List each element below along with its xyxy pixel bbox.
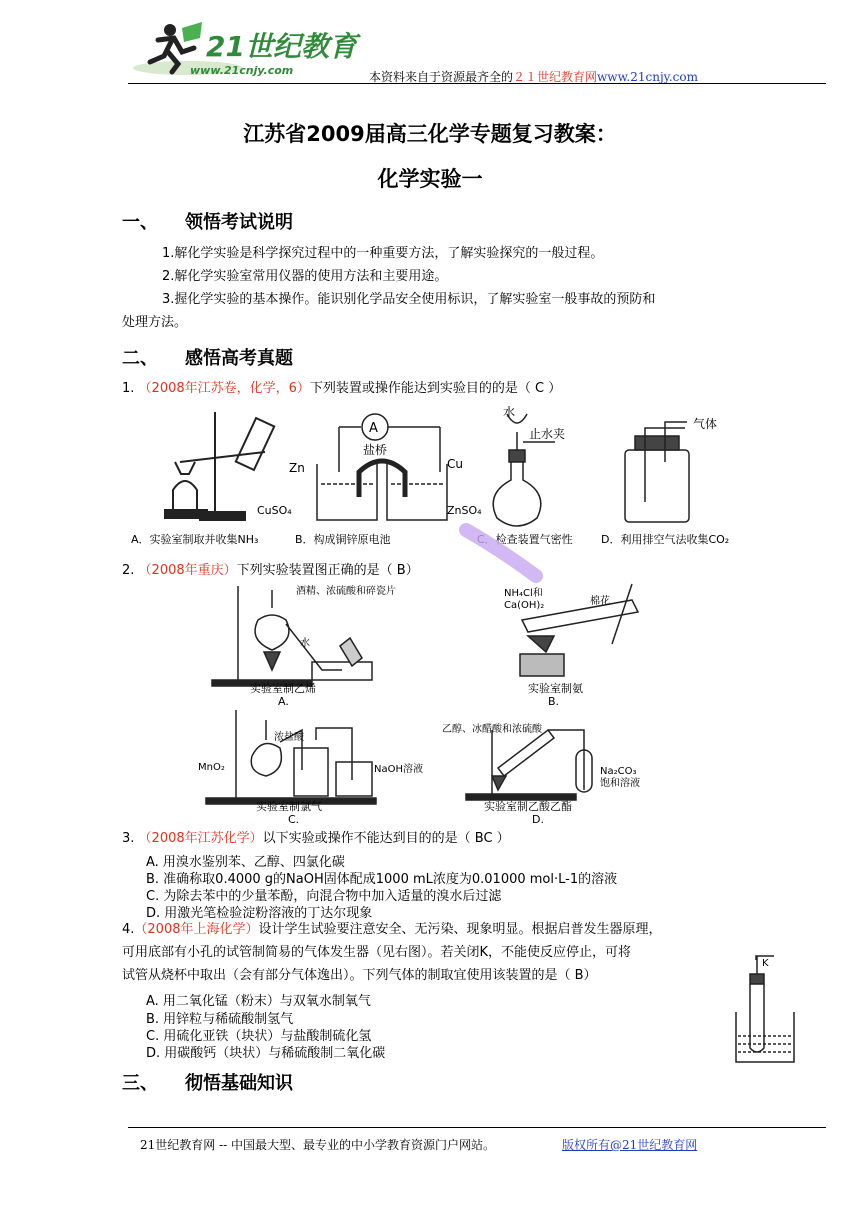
q3-option-c: C. 为除去苯中的少量苯酚，向混合物中加入适量的溴水后过滤 — [146, 889, 502, 904]
q1-clamp-label: 止水夹 — [529, 427, 566, 441]
section1-heading: 领悟考试说明 — [185, 212, 293, 233]
q2-num: 2. — [122, 563, 135, 578]
q1-cuso4-label: CuSO₄ — [257, 504, 292, 517]
q4-figure — [730, 952, 800, 1068]
section1-item-1: 1.解化学实验是科学探究过程中的一种重要方法，了解实验探究的一般过程。 — [162, 246, 604, 261]
q2-b-label1: NH₄Cl和 — [504, 588, 543, 599]
q2-d-na2co3: Na₂CO₃ — [600, 766, 637, 777]
q2-b-cotton: 棉花 — [590, 596, 610, 607]
q1-gas-label: 气体 — [693, 417, 718, 431]
q2-a-caption: 实验室制乙烯 — [250, 682, 316, 695]
section3-num: 三、 — [122, 1073, 158, 1094]
q2-c-acid: 浓盐酸 — [274, 732, 304, 743]
section1-item-2: 2.解化学实验室常用仪器的使用方法和主要用途。 — [162, 269, 448, 284]
logo-url: www.21cnjy.com — [190, 64, 294, 77]
q1-caption-b: B．构成铜锌原电池 — [295, 533, 391, 546]
q2-text: 下列实验装置图正确的是（ B） — [236, 563, 419, 578]
q3-option-d: D. 用激光笔检验淀粉溶液的丁达尔现象 — [146, 906, 373, 921]
q2-c-caption: 实验室制氯气 — [256, 800, 322, 813]
footer-rule — [128, 1127, 826, 1128]
q2-c-naoh: NaOH溶液 — [374, 764, 423, 775]
q1-num: 1. — [122, 381, 135, 396]
footer-copyright-link[interactable]: 版权所有@21世纪教育网 — [562, 1138, 698, 1152]
q4-option-d: D. 用碳酸钙（块状）与稀硫酸制二氧化碳 — [146, 1046, 386, 1061]
q4-line1 — [122, 919, 662, 941]
q3-option-a: A. 用溴水鉴别苯、乙醇、四氯化碳 — [146, 855, 345, 870]
header-note-url[interactable]: www.21cnjy.com — [597, 70, 698, 84]
q4-option-b: B. 用锌粒与稀硫酸制氢气 — [146, 1012, 294, 1027]
q4-line3: 试管从烧杯中取出（会有部分气体逸出）。下列气体的制取宜使用该装置的是（ B） — [122, 968, 597, 983]
q3-line — [122, 828, 510, 850]
site-logo[interactable] — [128, 18, 357, 80]
q1-text: 下列装置或操作能达到实验目的的是（ C ） — [309, 381, 562, 396]
q1-cu-label: Cu — [447, 457, 463, 471]
q2-d-letter: D. — [532, 813, 544, 826]
q4-source: （2008年上海化学） — [134, 922, 259, 937]
q1-ammeter-label: A — [369, 421, 378, 436]
runner-logo-icon — [128, 18, 357, 80]
logo-text: 21世纪教育 — [206, 30, 357, 63]
q1-zn-label: Zn — [289, 461, 305, 475]
q1-source: （2008年江苏卷，化学，6） — [138, 381, 310, 396]
section1-item-3: 3.握化学实验的基本操作。能识别化学品安全使用标识，了解实验室一般事故的预防和 — [162, 292, 656, 307]
q3-option-b: B. 准确称取0.4000 g的NaOH固体配成1000 mL浓度为0.01000 mol·L-1的溶液 — [146, 872, 618, 887]
q4-option-c: C. 用硫化亚铁（块状）与盐酸制硫化氢 — [146, 1029, 372, 1044]
q2-d-sat: 饱和溶液 — [600, 778, 640, 789]
header-rule — [128, 83, 826, 84]
section3-heading: 彻悟基础知识 — [185, 1073, 293, 1094]
q1-apparatus-d — [625, 422, 689, 522]
q2-apparatus-d — [466, 730, 592, 800]
q2-line — [122, 560, 419, 582]
q1-apparatus-b — [317, 414, 447, 520]
q1-caption-c: C．检查装置气密性 — [477, 533, 573, 546]
q4-num: 4. — [122, 922, 135, 937]
page-title: 江苏省2009届高三化学专题复习教案： — [243, 122, 617, 146]
q1-caption-d: D．利用排空气法收集CO₂ — [601, 533, 730, 546]
q2-b-label2: Ca(OH)₂ — [504, 600, 545, 611]
q2-apparatus-a — [212, 586, 372, 686]
q1-bridge-label: 盐桥 — [363, 443, 388, 457]
section2-heading: 感悟高考真题 — [185, 348, 293, 369]
q2-d-label: 乙醇、冰醋酸和浓硫酸 — [442, 724, 542, 735]
section1-num: 一、 — [122, 212, 158, 233]
section1-item-3-cont: 处理方法。 — [122, 315, 188, 330]
q3-num: 3. — [122, 831, 135, 846]
q1-water-label: 水 — [503, 405, 516, 419]
q2-source: （2008年重庆） — [138, 563, 237, 578]
q3-source: （2008年江苏化学） — [138, 831, 263, 846]
q4-k-label: K — [762, 958, 769, 969]
page-subtitle: 化学实验一 — [377, 167, 483, 191]
q2-c-mno2: MnO₂ — [198, 762, 225, 773]
q2-b-caption: 实验室制氨 — [528, 682, 583, 695]
q2-c-letter: C. — [288, 813, 300, 826]
q3-text: 以下实验或操作不能达到目的的是（ BC ） — [262, 831, 510, 846]
q2-a-water: 水 — [300, 638, 310, 649]
header-note-site[interactable]: ２１世纪教育网 — [513, 70, 598, 84]
q1-caption-a: A．实验室制取并收集NH₃ — [131, 533, 259, 546]
q2-apparatus-c — [206, 710, 376, 804]
q4-line2: 可用底部有小孔的试管制简易的气体发生器（见右图）。若关闭K，不能使反应停止，可将 — [122, 945, 632, 960]
q1-figure — [125, 402, 730, 550]
q1-line — [122, 378, 561, 400]
header-note-prefix: 本资料来自于资源最齐全的 — [369, 70, 514, 84]
q2-b-letter: B. — [548, 695, 560, 708]
q2-d-caption: 实验室制乙酸乙酯 — [484, 800, 572, 813]
footer-left: 21世纪教育网 -- 中国最大型、最专业的中小学教育资源门户网站。 — [140, 1138, 496, 1152]
q2-a-letter: A. — [278, 695, 289, 708]
q4-option-a: A. 用二氧化锰（粉末）与双氧水制氧气 — [146, 994, 371, 1009]
q2-figure — [192, 580, 670, 826]
q4-text1: 设计学生试验要注意安全、无污染、现象明显。根据启普发生器原理， — [258, 922, 662, 937]
watermark-mark — [456, 510, 546, 580]
section2-num: 二、 — [122, 348, 158, 369]
q2-a-label: 酒精、浓硫酸和碎瓷片 — [296, 586, 396, 597]
q1-znso4-label: ZnSO₄ — [447, 504, 482, 517]
